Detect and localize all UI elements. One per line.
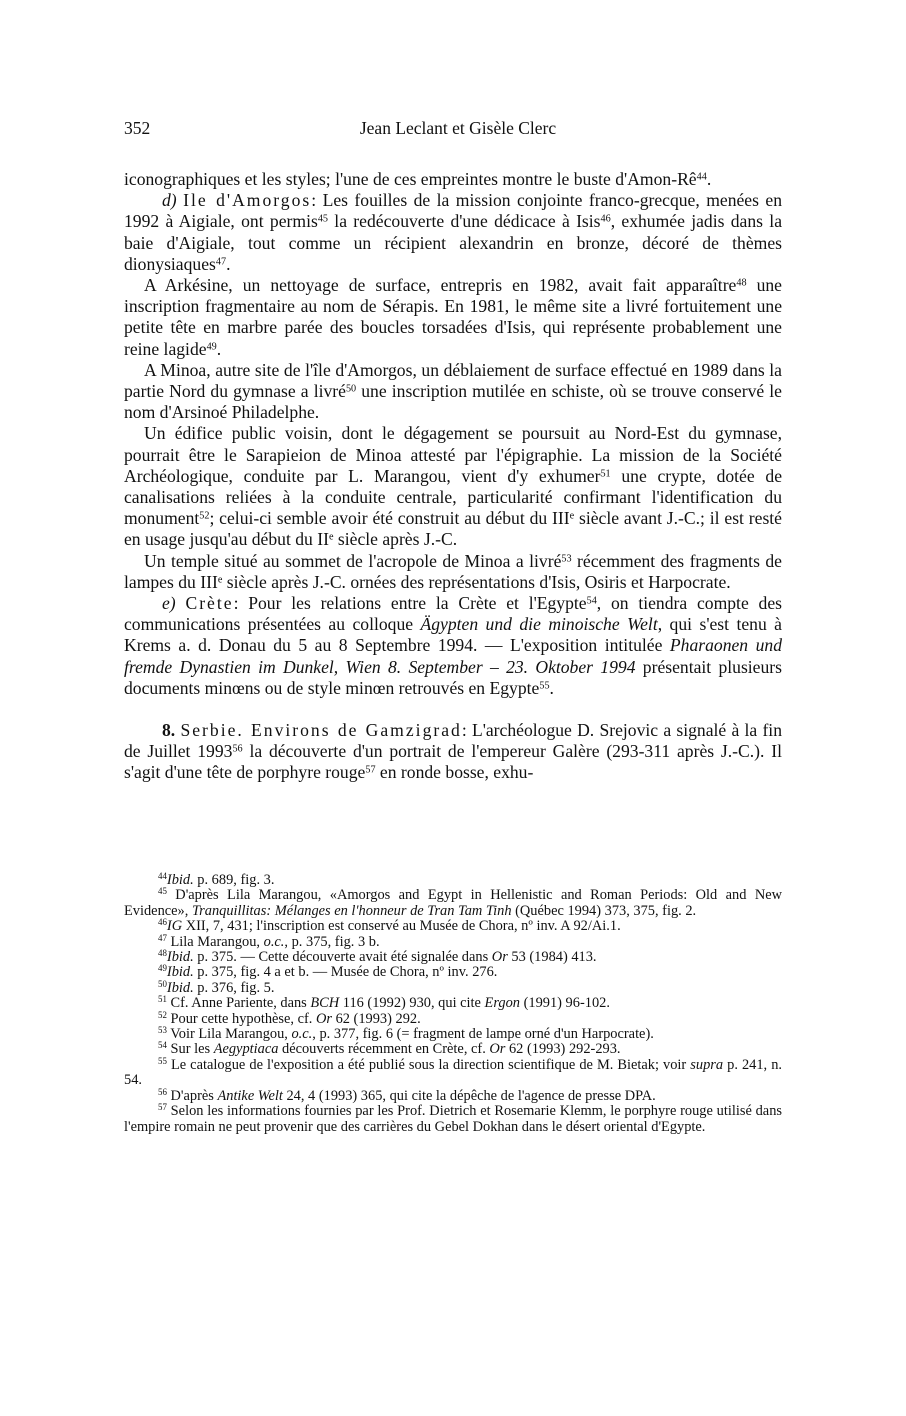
page-number: 352 (124, 118, 151, 138)
footnote-ref-52: 52 (199, 510, 210, 522)
paragraph-serbie: 8. Serbie. Environs de Gamzigrad: L'archéologue D. Srejovic a signalé à la fin de Juillet 1993$^{56}$ la découverte d'un portrait de l'empereur Galère (293-311 après J.-C.). Il s'agit d'une tête de porphyre rouge$^{57}$ en ronde bosse, exhu- (124, 720, 782, 783)
footnote-ref-47: 47 (215, 256, 227, 268)
footnote-55: $^{55}$ Le catalogue de l'exposition a été publié sous la direction scientifique de M. Bietak; voir supra p. 241, n. 54. (124, 1055, 782, 1089)
footnotes (124, 873, 782, 1135)
footnote-ref-57: 57 (365, 764, 376, 776)
footnote-ref-46: 46 (600, 213, 611, 225)
footnote-ref-49: 49 (206, 341, 217, 353)
paragraph-sarapieion: Un édifice public voisin, dont le dégagement se poursuit au Nord-Est du gymnase, pourrait être le Sarapieion de Minoa attesté par l'épigraphie. La mission de la Société Archéologique, conduite par L. Marangou, vient d'y exhumer$^{51}$ une crypte, dotée de canalisations reliées à la conduite centrale, particularité confirmant l'identification du monument$^{52}$; celui-ci semble avoir été construit au début du IIIe siècle avant J.-C.; il est resté en usage jusqu'au début du IIe siècle après J.-C. (124, 423, 782, 550)
footnote-ref-53: 53 (561, 553, 572, 565)
footnote-44: $^{44}$Ibid. p. 689, fig. 3. (158, 871, 275, 888)
footnote-ref-56: 56 (232, 743, 243, 755)
footnote-53: $^{53}$ Voir Lila Marangou, o.c., p. 377, fig. 6 (= fragment de lampe orné d'un Harpocrate). (158, 1025, 654, 1043)
footnote-47: $^{47}$ Lila Marangou, o.c., p. 375, fig. 3 b. (158, 932, 380, 950)
paragraph-amorgos: d) Ile d'Amorgos: Les fouilles de la mission conjointe franco-grecque, menées en 1992 à Aigiale, ont permis$^{45}$ la redécouverte d'une dédicace à Isis$^{46}$, exhumée jadis dans la baie d'Aigiale, tout comme un récipient alexandrin en bronze, décoré de thèmes dionysiaques$^{47}$. (124, 190, 783, 274)
cited-title: Ägypten und die minoische Welt (420, 614, 658, 635)
footnote-46: $^{46}$IG XII, 7, 431; l'inscription est conservé au Musée de Chora, nº inv. A 92/Ai.1. (158, 917, 621, 935)
paragraph-temple: Un temple situé au sommet de l'acropole de Minoa a livré$^{53}$ récemment des fragments de lampes du IIIe siècle après J.-C. ornées des représentations d'Isis, Osiris et Harpocrate. (124, 550, 782, 592)
footnote-ref-50: 50 (345, 383, 357, 395)
paragraph-continuation: iconographiques et les styles; l'une de ces empreintes montre le buste $d'Amon-Rê^{44}$. (124, 169, 712, 189)
footnote-ref-54: 54 (586, 595, 597, 607)
subsection-title: Ile d'Amorgos (183, 190, 312, 211)
paragraph-minoa: A Minoa, autre site de l'île d'Amorgos, un déblaiement de surface effectué en 1989 dans la partie Nord du gymnase a livré$^{50}$ une inscription mutilée en schiste, où se trouve conservé le nom d'Arsinoé Philadelphe. (124, 359, 782, 423)
section-title: Serbie. Environs de Gamzigrad (180, 720, 462, 741)
footnote-52: $^{52}$ Pour cette hypothèse, cf. Or 62 (1993) 292. (158, 1009, 421, 1027)
footnote-ref-51: 51 (600, 468, 611, 480)
body-text (124, 169, 782, 784)
footnote-45: $^{45}$ D'après Lila Marangou, «Amorgos and Egypt in Hellenistic and Roman Periods: Old and New Evidence», Tranquillitas: Mélanges en l'honneur de Tran Tam Tinh (Québec 1994) 373, 375, fig. 2. (124, 886, 782, 919)
running-title: Jean Leclant et Gisèle Clerc (359, 118, 557, 138)
footnote-ref-44: 44 (696, 171, 707, 183)
subsection-title: Crète (185, 593, 234, 614)
section-number: 8. (162, 720, 176, 741)
paragraph-crete: e) Crète: Pour les relations entre la Crète et l'Egypte$^{54}$, on tiendra compte des communications présentées au colloque Ägypten und die minoische Welt, qui s'est tenu à Krems a. d. Donau du 5 au 8 Septembre 1994. — L'exposition intitulée Pharaonen und fremde Dynastien im Dunkel, Wien 8. September – 23. Oktober 1994 présentait plusieurs documents minœns ou de style minœn retrouvés en Egypte$^{55}$. (124, 593, 782, 698)
footnote-54: $^{54}$ Sur les Aegyptiaca découverts récemment en Crète, cf. Or 62 (1993) 292-293. (158, 1040, 621, 1058)
footnote-ref-45: 45 (317, 213, 328, 225)
footnote-49: $^{49}$Ibid. p. 375, fig. 4 a et b. — Musée de Chora, nº inv. 276. (158, 963, 498, 981)
subsection-letter: e) (162, 593, 176, 614)
footnote-48: $^{48}$Ibid. p. 375. — Cette découverte avait été signalée dans Or 53 (1984) 413. (158, 948, 597, 966)
cited-title: Pharaonen und fremde Dynastien im Dunkel, Wien 8. September – 23. Oktober 1994 (124, 635, 782, 677)
footnote-ref-48: 48 (736, 277, 747, 289)
subsection-letter: d) (162, 190, 177, 211)
footnote-57: $^{57}$ Selon les informations fournies par les Prof. Dietrich et Rosemarie Klemm, le porphyre rouge utilisé dans l'empire romain ne peut provenir que des carrières du Gebel Dokhan dans le désert oriental d'Egypte. (124, 1102, 782, 1135)
footnote-50: $^{50}$Ibid. p. 376, fig. 5. (158, 978, 275, 996)
footnote-51: $^{51}$ Cf. Anne Pariente, dans BCH 116 (1992) 930, qui cite Ergon (1991) 96-102. (158, 994, 610, 1012)
paragraph-arkesine: A Arkésine, un nettoyage de surface, entrepris en 1982, avait fait apparaître$^{48}$ une inscription fragmentaire au nom de Sérapis. En 1981, le même site a livré fortuitement une petite tête en marbre parée des boucles torsadées d'Isis, qui représente probablement une reine lagide$^{49}$. (124, 275, 782, 359)
footnote-56: $^{56}$ D'après Antike Welt 24, 4 (1993) 365, qui cite la dépêche de l'agence de presse DPA. (158, 1086, 656, 1104)
page-header (124, 118, 782, 144)
footnote-ref-55: 55 (539, 680, 550, 692)
